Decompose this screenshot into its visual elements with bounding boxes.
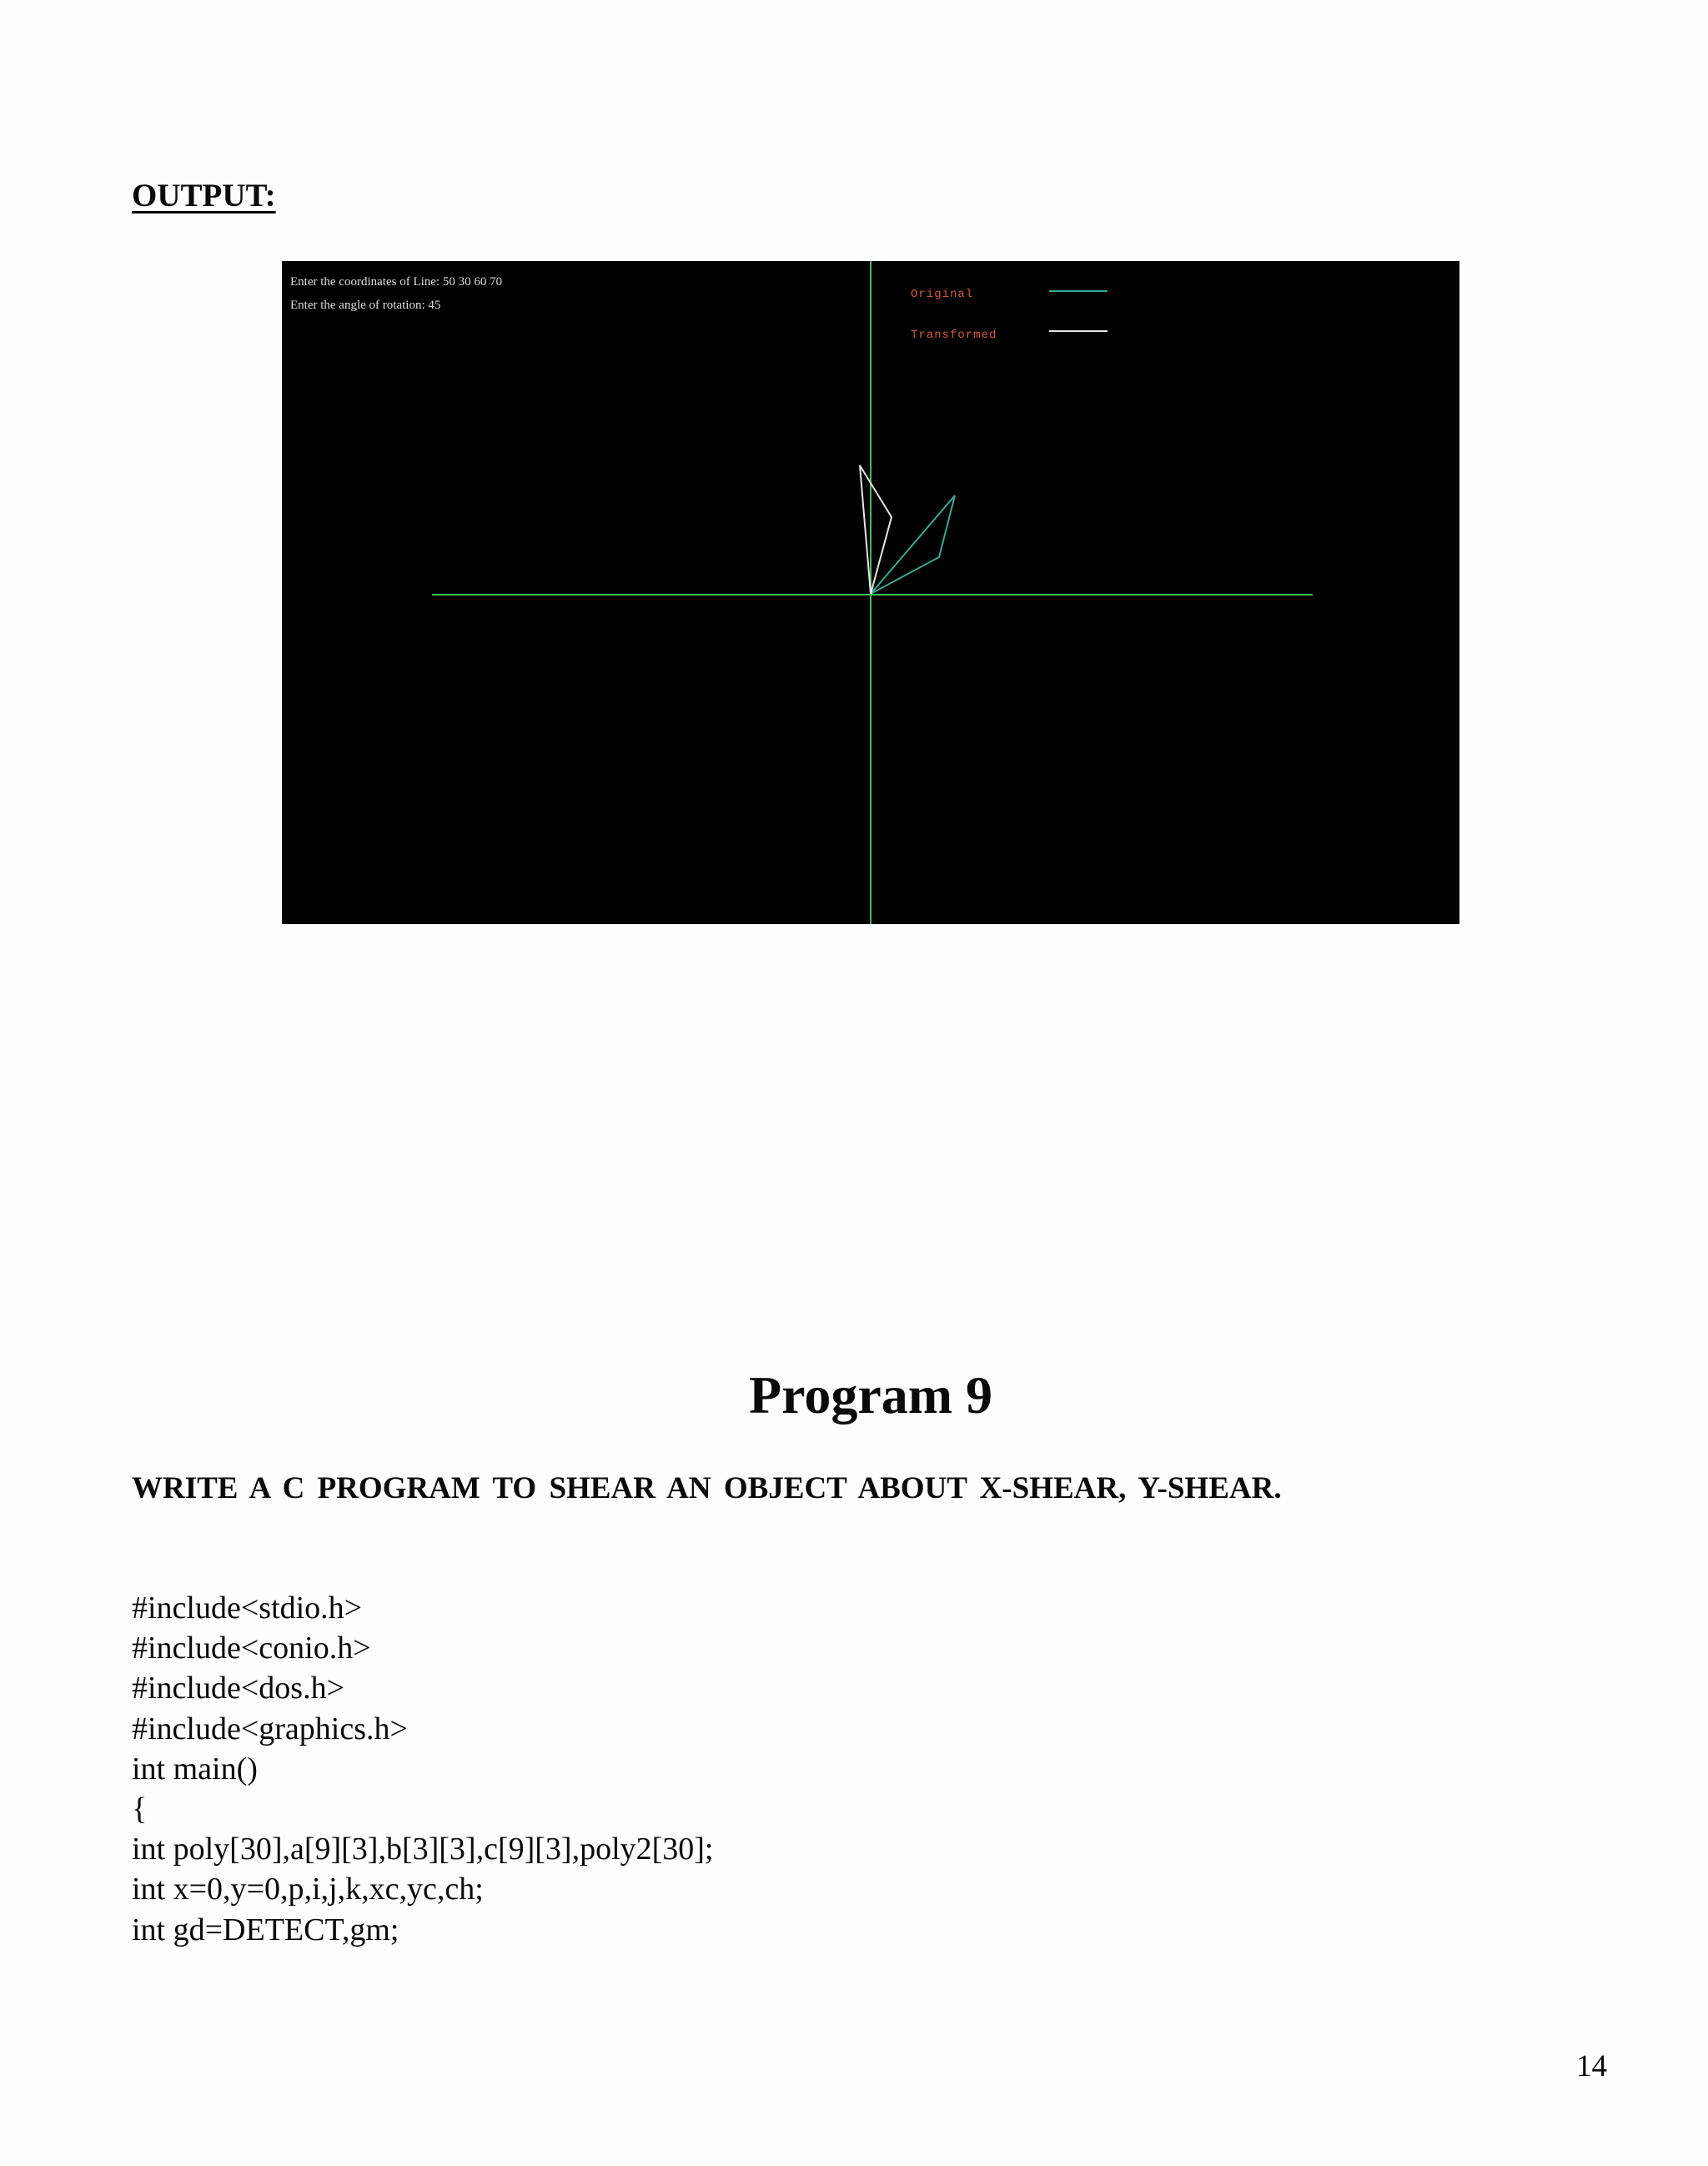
program-task: WRITE A C PROGRAM TO SHEAR AN OBJECT ABOUT X-SHEAR, Y-SHEAR. bbox=[132, 1471, 1282, 1505]
graphics-output-screen bbox=[282, 261, 1459, 924]
prompt-coordinates: Enter the coordinates of Line: 50 30 60 70 bbox=[290, 275, 503, 289]
code-line: int poly[30],a[9][3],b[3][3],c[9][3],poly2[30]; bbox=[132, 1832, 714, 1867]
code-line: int gd=DETECT,gm; bbox=[132, 1912, 399, 1947]
legend-transformed-label: Transformed bbox=[911, 329, 997, 342]
output-heading: OUTPUT: bbox=[132, 178, 276, 214]
code-line: int main() bbox=[132, 1751, 258, 1787]
program-title: Program 9 bbox=[748, 1365, 993, 1425]
code-line: int x=0,y=0,p,i,j,k,xc,yc,ch; bbox=[132, 1872, 484, 1907]
code-line: #include<conio.h> bbox=[132, 1631, 371, 1666]
code-line: #include<stdio.h> bbox=[132, 1591, 363, 1626]
prompt-angle: Enter the angle of rotation: 45 bbox=[290, 299, 441, 312]
code-block bbox=[132, 1588, 714, 1950]
page-number: 14 bbox=[1576, 2049, 1607, 2083]
code-line: #include<graphics.h> bbox=[132, 1711, 408, 1746]
legend-original-label: Original bbox=[911, 288, 974, 301]
code-line: { bbox=[132, 1792, 148, 1827]
graphics-canvas bbox=[282, 261, 1459, 924]
code-line: #include<dos.h> bbox=[132, 1671, 344, 1706]
